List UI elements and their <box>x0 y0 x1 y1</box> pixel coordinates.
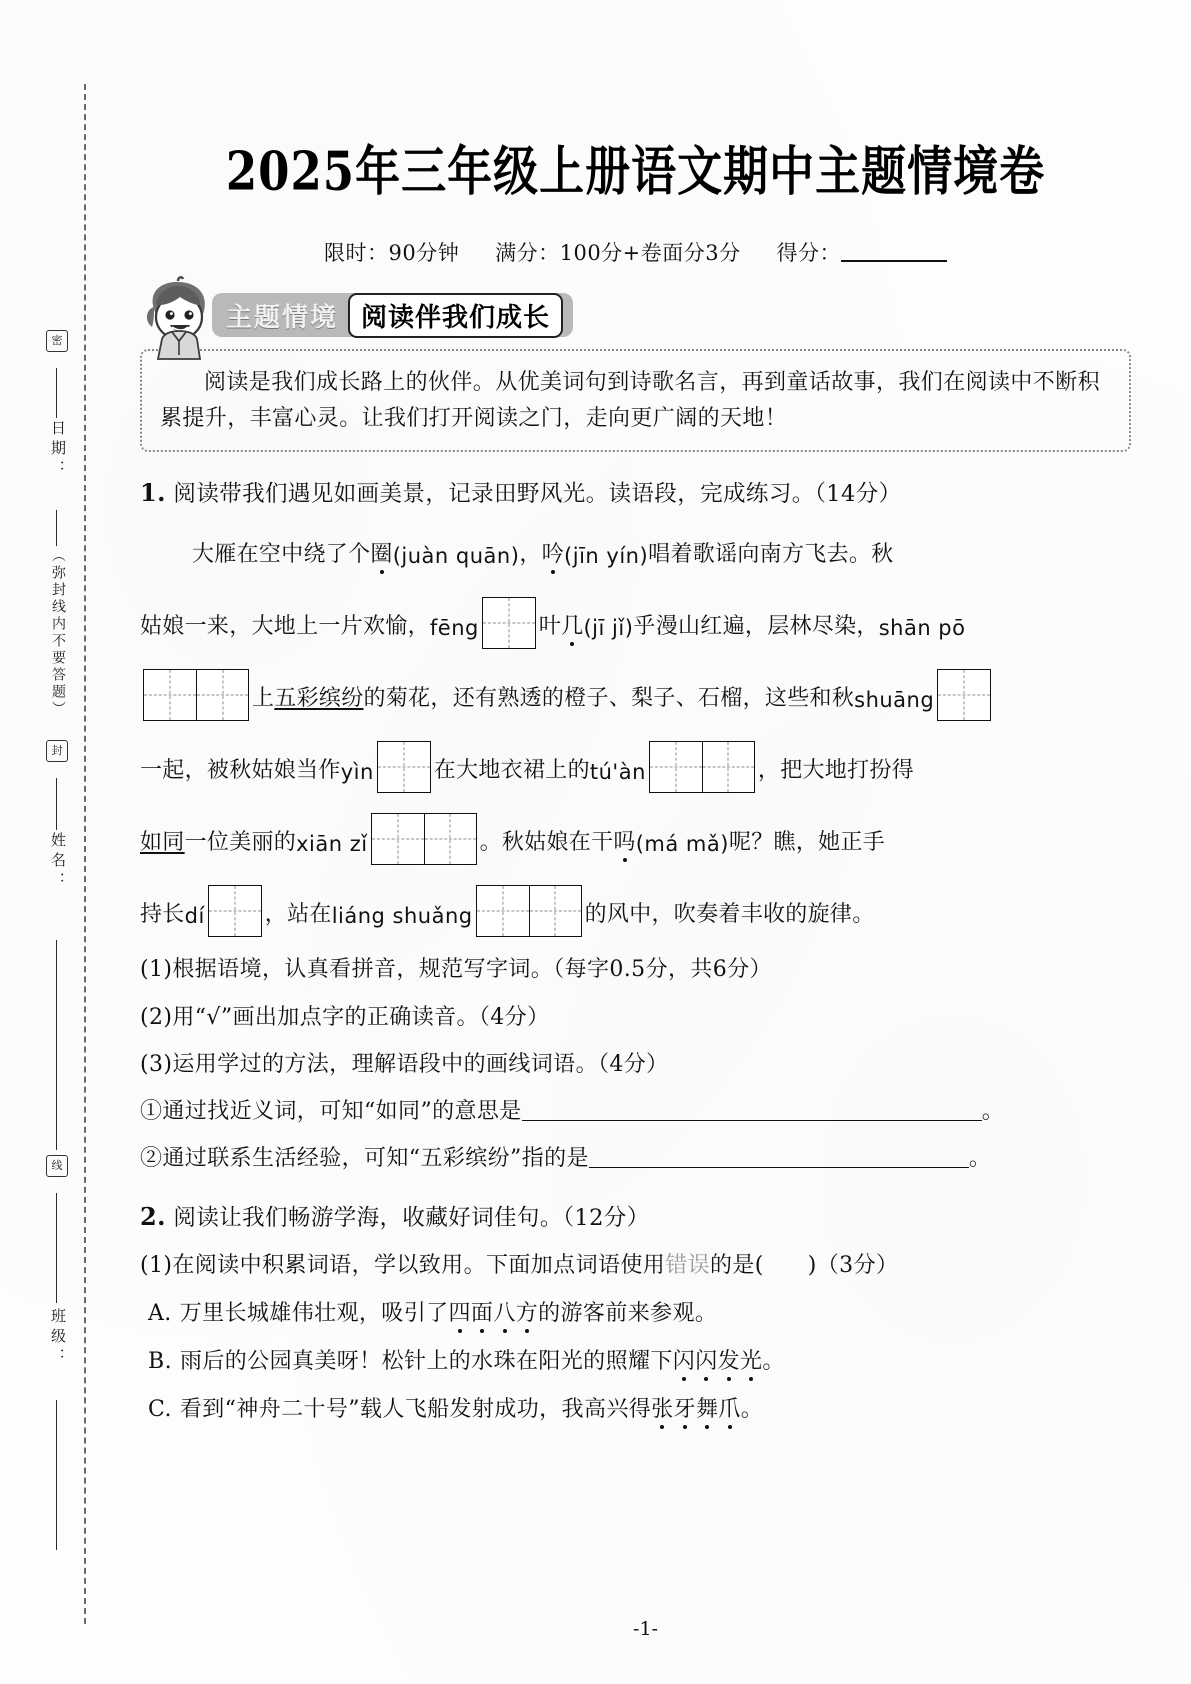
question-2-number: 2. <box>140 1201 166 1231</box>
score-blank[interactable] <box>841 244 947 262</box>
page-title: 2025年三年级上册语文期中主题情境卷 <box>225 139 1046 203</box>
seal-mark-1: 密 <box>46 330 68 352</box>
tianzige-cell[interactable] <box>378 742 430 792</box>
pinyin-text: fēng <box>429 615 479 640</box>
tianzige-cell[interactable] <box>424 814 476 864</box>
pinyin-text: (jī jǐ) <box>583 615 634 640</box>
question-2 <box>140 1198 1131 1427</box>
passage-text: 的菊花，还有熟透的橙子、梨子、石榴，这些和秋 <box>363 686 855 712</box>
option-b[interactable] <box>140 1345 1131 1379</box>
answer-blank[interactable] <box>589 1152 969 1168</box>
pinyin-text: tú'àn <box>589 759 646 784</box>
tianzige-cell[interactable] <box>209 886 261 936</box>
pinyin-text: shuāng <box>854 687 935 712</box>
sub-label: (2) <box>140 1004 173 1030</box>
exam-info-line <box>140 237 1131 267</box>
emphasis-dotted-text: 张牙舞爪 <box>651 1397 741 1423</box>
question-1-sub-2 <box>140 1001 1131 1035</box>
sub-label: ② <box>140 1145 163 1171</box>
sub-label: (3) <box>140 1051 173 1077</box>
passage-line <box>140 809 1131 865</box>
passage-text: 持长 <box>140 902 185 928</box>
seal-rule-1 <box>56 368 57 418</box>
tianzige-cell[interactable] <box>483 598 535 648</box>
question-1-number: 1. <box>140 477 166 507</box>
pinyin-text: dí <box>184 903 205 928</box>
option-text-pre: 万里长城雄伟壮观，吸引了 <box>179 1300 449 1326</box>
sub-label: ① <box>140 1098 163 1124</box>
question-1-subquestions <box>140 953 1131 1175</box>
tianzige-grid[interactable] <box>371 813 477 865</box>
tianzige-grid[interactable] <box>937 669 991 721</box>
emphasis-dotted-text: 吟 <box>541 542 565 568</box>
tianzige-grid[interactable] <box>208 885 262 937</box>
pinyin-text: (jīn yín) <box>564 543 649 568</box>
tianzige-cell[interactable] <box>372 814 424 864</box>
passage-text: 大雁在空中绕了个 <box>192 542 371 568</box>
pinyin-text: shān pō <box>878 615 966 640</box>
emphasis-dotted-text: 圈 <box>370 542 393 568</box>
passage-text: ， <box>519 542 542 568</box>
tianzige-cell[interactable] <box>702 742 754 792</box>
seal-rule-5 <box>56 1193 57 1303</box>
tianzige-cell[interactable] <box>196 670 248 720</box>
sub-label: (1) <box>140 1252 173 1278</box>
question-2-options <box>140 1297 1131 1427</box>
question-1-sub-5 <box>140 1142 1131 1176</box>
question-2-sub-1 <box>140 1249 1131 1283</box>
time-limit: 限时：90分钟 <box>323 241 460 265</box>
question-2-stem <box>140 1198 1131 1236</box>
tianzige-grid[interactable] <box>482 597 536 649</box>
sub-post2: )（3分） <box>807 1252 899 1278</box>
passage-text: ，站在 <box>264 902 332 928</box>
sub-label: (1) <box>140 957 173 983</box>
seal-notice: （弥封线内不要答题） <box>50 548 66 718</box>
sub-text: 运用学过的方法，理解语段中的画线词语。（4分） <box>172 1051 669 1077</box>
pinyin-text: yìn <box>340 759 374 784</box>
passage-text: 在大地衣裙上的 <box>433 758 590 784</box>
option-text-pre: 看到“神舟二十号”载人飞船发射成功，我高兴得 <box>179 1397 652 1423</box>
tianzige-cell[interactable] <box>529 886 581 936</box>
passage-text: 叶 <box>538 614 562 640</box>
banner-topic: 阅读伴我们成长 <box>348 293 563 338</box>
seal-rule-3 <box>56 778 57 830</box>
passage-text: 姑娘一来，大地上一片欢愉， <box>140 614 430 640</box>
tianzige-cell[interactable] <box>938 670 990 720</box>
sub-highlight: 错误 <box>665 1252 710 1278</box>
tianzige-cell[interactable] <box>477 886 529 936</box>
option-text-pre: 雨后的公园真美呀！松针上的水珠在阳光的照耀下 <box>179 1349 673 1374</box>
option-text-post: 。 <box>740 1397 764 1423</box>
full-score: 满分：100分+卷面分3分 <box>495 241 741 265</box>
option-text-post: 。 <box>762 1349 785 1374</box>
left-binding-margin <box>0 0 100 1684</box>
answer-blank[interactable] <box>522 1105 982 1121</box>
passage-line <box>140 881 1131 937</box>
tianzige-grid[interactable] <box>649 741 755 793</box>
tianzige-grid[interactable] <box>476 885 582 937</box>
pinyin-text: (juàn quān) <box>392 543 520 568</box>
banner-pill <box>212 293 573 337</box>
emphasis-dotted-text: 吗 <box>613 830 636 856</box>
pinyin-text: xiān zǐ <box>296 831 368 856</box>
passage-line <box>140 593 1131 649</box>
sub-text: 通过联系生活经验，可知“五彩缤纷”指的是 <box>162 1145 589 1171</box>
option-text-post: 的游客前来参观。 <box>538 1300 718 1326</box>
emphasis-dotted-text: 闪闪发光 <box>672 1349 763 1374</box>
question-1-sub-4 <box>140 1095 1131 1129</box>
tianzige-cell[interactable] <box>144 670 196 720</box>
tianzige-grid[interactable] <box>377 741 431 793</box>
passage-text: 一位美丽的 <box>184 830 297 856</box>
seal-rule-2 <box>56 510 57 546</box>
sub-text: 用“√”画出加点字的正确读音。（4分） <box>172 1004 550 1030</box>
name-label: 姓名： <box>49 832 67 892</box>
question-1 <box>140 474 1131 1176</box>
theme-banner <box>140 287 1131 347</box>
question-1-passage <box>140 521 1131 937</box>
class-label: 班级： <box>49 1308 67 1368</box>
option-a[interactable] <box>140 1297 1131 1331</box>
passage-text: ，把大地打扮得 <box>757 758 914 784</box>
seal-mark-3: 线 <box>46 1155 68 1177</box>
passage-text: 乎漫山红遍，层林尽染， <box>633 614 879 640</box>
passage-line <box>140 521 1131 577</box>
sub-text: 根据语境，认真看拼音，规范写字词。（每字0.5分，共6分） <box>172 957 772 983</box>
option-label: A. <box>148 1300 172 1326</box>
intro-box <box>140 349 1131 452</box>
question-1-sub-1 <box>140 953 1131 987</box>
question-1-sub-3 <box>140 1048 1131 1082</box>
tianzige-grid[interactable] <box>143 669 249 721</box>
passage-text: 唱着歌谣向南方飞去。秋 <box>648 542 894 568</box>
passage-line <box>140 665 1131 721</box>
seal-rule-6 <box>56 1400 57 1550</box>
seal-rule-4 <box>56 940 57 1150</box>
sub-text: 通过找近义词，可知“如同”的意思是 <box>162 1098 522 1124</box>
question-2-stem-text: 阅读让我们畅游学海，收藏好词佳句。（12分） <box>173 1204 650 1231</box>
pinyin-text: liáng shuǎng <box>331 903 473 928</box>
passage-text: 呢？瞧，她正手 <box>728 830 886 856</box>
intro-text: 阅读是我们成长路上的伙伴。从优美词句到诗歌名言，再到童话故事，我们在阅读中不断积累提升，丰富心灵。让我们打开阅读之门，走向更广阔的天地！ <box>160 370 1101 432</box>
banner-tag: 主题情境 <box>226 302 339 333</box>
passage-text: 。秋姑娘在干 <box>479 830 614 856</box>
option-c[interactable] <box>140 1393 1131 1427</box>
binding-dashed-line <box>84 84 86 1624</box>
option-label: C. <box>148 1397 172 1423</box>
exam-paper-content <box>100 0 1191 1684</box>
emphasis-dotted-text: 四面八方 <box>448 1300 539 1326</box>
seal-mark-2: 封 <box>46 740 68 762</box>
option-label: B. <box>148 1349 172 1374</box>
underlined-word: 如同 <box>140 830 185 856</box>
passage-line <box>140 737 1131 793</box>
question-1-stem <box>140 474 1131 512</box>
underlined-word: 五彩缤纷 <box>274 686 364 712</box>
passage-text: 上 <box>252 686 275 712</box>
sub-tail: 。 <box>981 1098 1005 1124</box>
sub-pre: 在阅读中积累词语，学以致用。下面加点词语使用 <box>172 1252 666 1278</box>
passage-text: 一起，被秋姑娘当作 <box>140 758 341 784</box>
tianzige-cell[interactable] <box>650 742 702 792</box>
emphasis-dotted-text: 几 <box>561 614 584 640</box>
passage-text: 的风中，吹奏着丰收的旋律。 <box>584 902 875 928</box>
date-label: 日期： <box>49 420 67 480</box>
sub-post: 的是( <box>710 1252 764 1278</box>
pinyin-text: (má mǎ) <box>635 831 729 856</box>
sub-tail: 。 <box>968 1145 992 1171</box>
page-number: -1- <box>633 1618 658 1640</box>
question-1-stem-text: 阅读带我们遇见如画美景，记录田野风光。读语段，完成练习。（14分） <box>173 480 902 507</box>
score-label: 得分： <box>776 241 842 265</box>
